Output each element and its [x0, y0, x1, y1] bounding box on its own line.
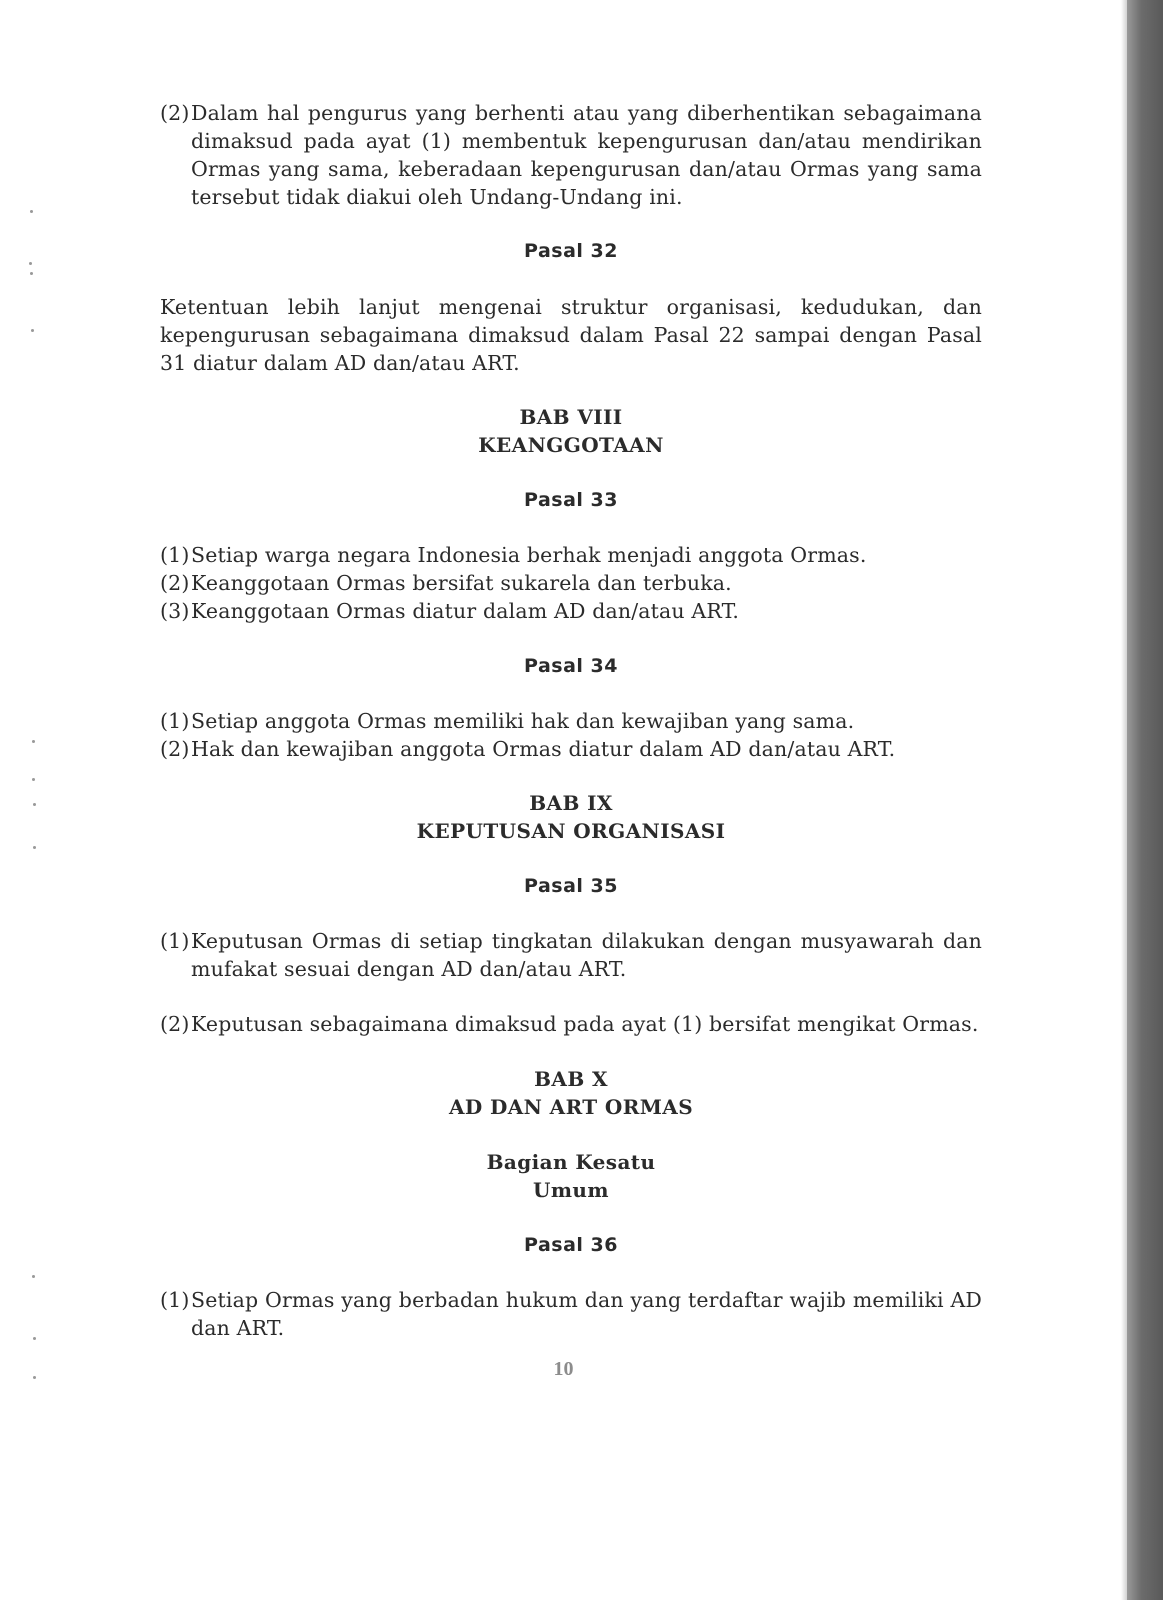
- item-text: Hak dan kewajiban anggota Ormas diatur dalam AD dan/atau ART.: [191, 737, 896, 761]
- item-text: Keputusan Ormas di setiap tingkatan dilakukan dengan musyawarah dan mufakat sesuai dengan AD dan/atau ART.: [191, 929, 982, 981]
- page-number: 10: [553, 1358, 574, 1380]
- bab-9-title: BAB IX: [529, 791, 613, 815]
- scan-speck: [30, 210, 33, 213]
- item-number: (2): [160, 1012, 190, 1036]
- item-number: (2): [160, 101, 190, 125]
- pasal-33-title: Pasal 33: [524, 489, 618, 511]
- pasal-36-title: Pasal 36: [524, 1234, 618, 1256]
- scan-edge-border: [1127, 0, 1163, 1600]
- pasal-32-text: Ketentuan lebih lanjut mengenai struktur organisasi, kedudukan, dan kepengurusan sebagaimana dimaksud dalam Pasal 22 sampai dengan Pasal 31 diatur dalam AD dan/atau ART.: [160, 295, 982, 375]
- pasal33-item-1: [160, 541, 982, 569]
- scan-speck: [33, 1337, 36, 1340]
- item-text: Setiap warga negara Indonesia berhak menjadi anggota Ormas.: [191, 543, 867, 567]
- item-number: (2): [160, 737, 190, 761]
- bab-8-subtitle: KEANGGOTAAN: [478, 433, 664, 457]
- scan-speck: [32, 778, 35, 781]
- pasal34-item-2: [160, 735, 982, 763]
- scan-speck: [33, 846, 36, 849]
- item-text: Dalam hal pengurus yang berhenti atau yang diberhentikan sebagaimana dimaksud pada ayat (1) membentuk kepengurusan dan/atau mendirikan Ormas yang sama, keberadaan kepengurusan dan/atau Ormas yang sama tersebut tidak diakui oleh Undang-Undang ini.: [191, 101, 982, 209]
- item-number: (3): [160, 599, 190, 623]
- pasal33-item-3: [160, 597, 982, 625]
- document-body: [160, 99, 982, 1342]
- item-number: (1): [160, 709, 190, 733]
- item-text: Keputusan sebagaimana dimaksud pada ayat (1) bersifat mengikat Ormas.: [191, 1012, 979, 1036]
- bagian-1-subtitle: Umum: [533, 1178, 609, 1202]
- item-text: Setiap anggota Ormas memiliki hak dan kewajiban yang sama.: [191, 709, 855, 733]
- item-text: Keanggotaan Ormas bersifat sukarela dan terbuka.: [191, 571, 732, 595]
- item-number: (1): [160, 543, 190, 567]
- scan-speck: [30, 272, 33, 275]
- pasal-35-title: Pasal 35: [524, 875, 618, 897]
- item-number: (1): [160, 929, 190, 953]
- scan-speck: [29, 262, 32, 265]
- pasal36-item-1: [160, 1286, 982, 1342]
- pasal31-item-2: [160, 99, 982, 211]
- scan-speck: [33, 803, 36, 806]
- pasal-34-title: Pasal 34: [524, 655, 618, 677]
- bagian-1-title: Bagian Kesatu: [486, 1150, 656, 1174]
- pasal35-item-2: [160, 1010, 982, 1038]
- bab-10-title: BAB X: [534, 1067, 608, 1091]
- pasal33-item-2: [160, 569, 982, 597]
- pasal34-item-1: [160, 707, 982, 735]
- bab-8-title: BAB VIII: [519, 405, 623, 429]
- bab-9-subtitle: KEPUTUSAN ORGANISASI: [416, 819, 726, 843]
- item-text: Keanggotaan Ormas diatur dalam AD dan/atau ART.: [191, 599, 740, 623]
- bab-10-subtitle: AD DAN ART ORMAS: [448, 1095, 694, 1119]
- pasal35-item-1: [160, 927, 982, 983]
- scan-speck: [32, 740, 35, 743]
- item-number: (2): [160, 571, 190, 595]
- scan-speck: [31, 329, 34, 332]
- scan-speck: [32, 1275, 35, 1278]
- pasal-32-title: Pasal 32: [524, 240, 618, 262]
- item-number: (1): [160, 1288, 190, 1312]
- item-text: Setiap Ormas yang berbadan hukum dan yang terdaftar wajib memiliki AD dan ART.: [191, 1288, 982, 1340]
